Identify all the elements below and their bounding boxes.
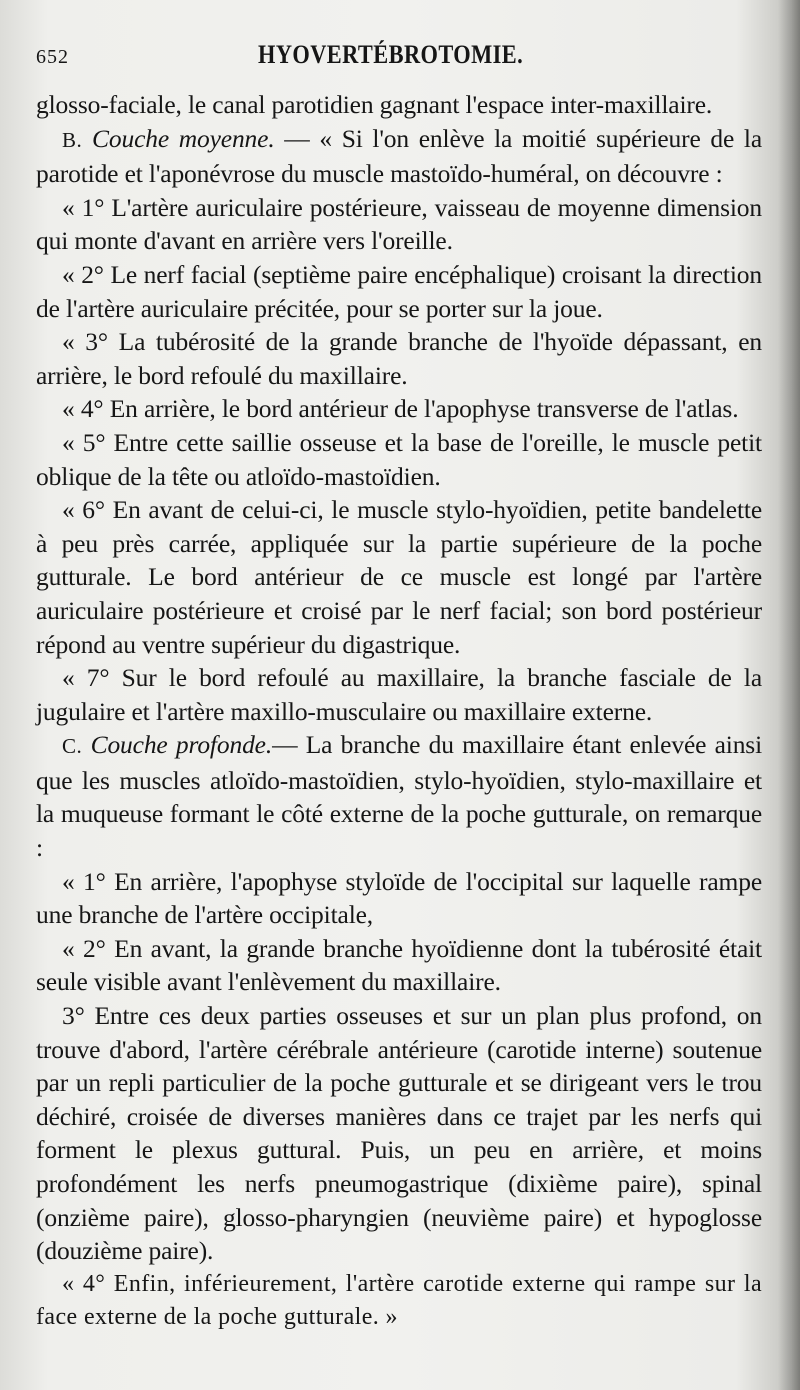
paragraph: « 1° En arrière, l'apophyse styloïde de l'occipital sur laquelle rampe une branche de l'artère occipitale,: [36, 866, 762, 930]
paragraph-couche-moyenne: [36, 122, 762, 191]
paragraph: « 3° La tubérosité de la grande branche de l'hyoïde dépassant, en arrière, le bord refoulé du maxillaire.: [36, 327, 762, 390]
paragraph: « 5° Entre cette saillie osseuse et la base de l'oreille, le muscle petit oblique de la tête ou atloïdo-mastoïdien.: [36, 427, 762, 491]
body-text: [36, 88, 762, 1335]
paragraph: glosso-faciale, le canal parotidien gagnant l'espace inter-maxillaire.: [36, 90, 713, 119]
running-title: HYOVERTÉBROTOMIE.: [258, 40, 524, 69]
section-title: Couche profonde.: [90, 730, 273, 760]
paragraph: « 4° En arrière, le bord antérieur de l'apophyse transverse de l'atlas.: [62, 394, 739, 424]
spine-shadow: [778, 0, 800, 1390]
paragraph: « 1° L'artère auriculaire postérieure, vaisseau de moyenne dimension qui monte d'avant en arrière vers l'oreille.: [36, 192, 762, 256]
page-header: [36, 38, 762, 78]
paragraph-text: — « Si l'on enlève la moitié supérieure de la parotide et l'aponévrose du muscle mastoïdo-huméral, on découvre :: [36, 123, 763, 189]
paragraph-couche-profonde: [36, 728, 762, 864]
paragraph: « 7° Sur le bord refoulé au maxillaire, la branche fasciale de la jugulaire et l'artère maxillo-musculaire ou maxillaire externe.: [36, 663, 762, 726]
section-label: B.: [62, 127, 83, 152]
section-label: C.: [62, 734, 83, 759]
page-number: 652: [36, 46, 69, 68]
paragraph: « 2° En avant, la grande branche hyoïdienne dont la tubérosité était seule visible avant l'enlèvement du maxillaire.: [36, 933, 762, 997]
paragraph-text: — La branche du maxillaire étant enlevée ainsi que les muscles atloïdo-mastoïdien, stylo-hyoïdien, stylo-maxillaire et la muqueuse formant le côté externe de la poche gutturale, on remarque :: [36, 730, 763, 863]
paragraph: « 2° Le nerf facial (septième paire encéphalique) croisant la direction de l'artère auriculaire précitée, pour se porter sur la joue.: [36, 259, 762, 323]
section-title: Couche moyenne.: [92, 123, 275, 153]
paragraph: « 4° Enfin, inférieurement, l'artère carotide externe qui rampe sur la face externe de la poche gutturale. »: [36, 1270, 762, 1331]
paragraph: 3° Entre ces deux parties osseuses et sur un plan plus profond, on trouve d'abord, l'artère cérébrale antérieure (carotide interne) soutenue par un repli particulier de la poche gutturale et se dirigeant vers le trou déchiré, croisée de diverses manières dans ce trajet par les nerfs qui forment le plexus guttural. Puis, un peu en arrière, et moins profondément les nerfs pneumogastrique (dixième paire), spinal (onzième paire), glosso-pharyngien (neuvième paire) et hypoglosse (douzième paire).: [36, 1001, 762, 1266]
paragraph: « 6° En avant de celui-ci, le muscle stylo-hyoïdien, petite bandelette à peu près carrée, appliquée sur la partie supérieure de la poche gutturale. Le bord antérieur de ce muscle est longé par l'artère auriculaire postérieure et croisé par le nerf facial; son bord postérieur répond au ventre supérieur du digastrique.: [36, 495, 762, 659]
